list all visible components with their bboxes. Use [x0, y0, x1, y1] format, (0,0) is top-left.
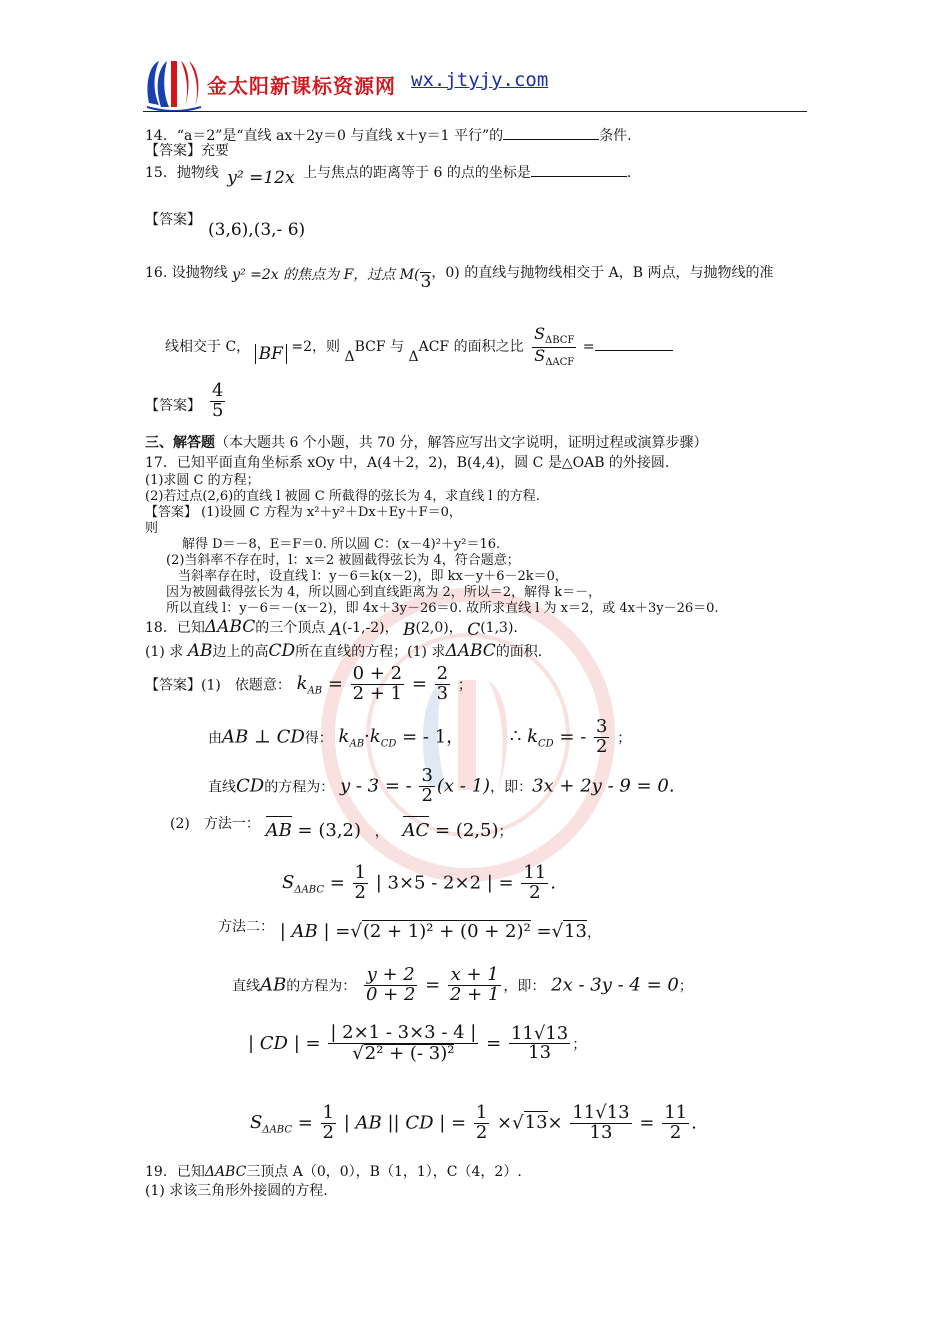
q18-s2-eq2: = [639, 1112, 655, 1134]
q18-s2-half1-den: 2 [322, 1121, 334, 1143]
q14-answer: 【答案】充要 [145, 143, 229, 159]
q18-s1-eq: = [329, 872, 345, 894]
q18-ab-f2-num: x + 1 [450, 964, 499, 985]
q16-equation: y² =2x 的焦点为 F，过点 M( [232, 267, 420, 283]
q18-m2-eq2: = [536, 921, 552, 942]
q18-l3-c: ，即： [490, 779, 533, 796]
q19-stem-b: 三顶点 A（0，0），B（1，1），C（4，2）. [246, 1164, 522, 1180]
q17-answer-1: 【答案】 (1)设圆 C 方程为 x²＋y²＋Dx＋Ey＋F＝0， [145, 505, 462, 520]
q18-q-d: 的面积. [495, 644, 543, 660]
q18-frac1-den: 2 + 1 [352, 682, 403, 704]
q18-kab-sub: AB [307, 685, 323, 697]
q18-semi2: ； [617, 730, 632, 747]
q18-s1-sub: ΔABC [294, 884, 324, 896]
q18-vec-ab [266, 820, 292, 841]
q18-frac2-den: 3 [436, 682, 449, 704]
q17-answer-6: 因为被圆截得弦长为 4，所以圆心到直线距离为 2，所以＝2，解得 k＝－， [166, 585, 602, 600]
q18-l3-eq-c: 3x + 2y - 9 = 0 [532, 775, 669, 797]
q18-l2-kab [338, 726, 397, 750]
q18-vec-ac [403, 820, 430, 841]
q18-l2-dot: ·k [364, 726, 381, 748]
q16-eq-sign: = [582, 339, 595, 356]
q18-s1-res-den: 2 [521, 883, 548, 903]
q16-ratio-num-s: S [534, 324, 546, 343]
q15-tail: . [626, 165, 632, 181]
q18-frac2 [435, 665, 450, 704]
q15-text: 上与焦点的距离等于 6 的点的坐标是 [303, 165, 531, 181]
q16-line2 [165, 326, 673, 368]
q18-frac1-num: 0 + 2 [352, 663, 403, 684]
q18-m2-eq: | AB | = [279, 921, 351, 942]
q18-ab-f2-den: 2 + 1 [449, 983, 500, 1005]
section3-desc: （本大题共 6 个小题，共 70 分，解答应写出文字说明，证明过程或演算步骤） [215, 435, 708, 451]
q18-l2-kab-sub: AB [349, 738, 365, 750]
q18-s1-res [521, 864, 548, 903]
q16-ratio [532, 326, 576, 368]
q17-answer-2: 则 [145, 521, 159, 536]
q16-line2-a: 线相交于 C， [165, 339, 251, 356]
q18-kab [296, 673, 323, 697]
page-header [143, 55, 808, 115]
q19-stem-a: 19．已知 [145, 1164, 205, 1180]
q18-frac1 [351, 665, 404, 704]
q18-s2 [250, 1104, 697, 1143]
q18-ab-f1-num: y + 2 [366, 964, 415, 985]
q18-q-b: 边上的高 [212, 644, 269, 660]
site-logo-icon [143, 55, 205, 113]
q18-ab-line-b: 的方程为： [286, 978, 357, 995]
q16-answer-den: 5 [212, 399, 224, 421]
q18-cd-eq: = [486, 1032, 502, 1054]
q18-kcd-frac [594, 718, 609, 757]
q16-tri2: Δ [408, 349, 419, 366]
q16-ratio-num-sub: ΔBCF [545, 335, 575, 347]
q18-question [145, 642, 542, 661]
q16-line2-d: ACF 的面积之比 [418, 339, 524, 356]
q18-cd-res [509, 1022, 570, 1064]
q18-s2-res [662, 1104, 689, 1143]
q18-s2-frac-den: 13 [570, 1123, 631, 1143]
q17-answer-5: 当斜率存在时，设直线 l：y－6＝k(x－2)，即 kx－y＋6－2k＝0， [178, 569, 568, 584]
q18-cd-res-den: 13 [509, 1043, 570, 1063]
q18-tri: ΔABC [204, 617, 256, 637]
q18-s1-half [353, 864, 368, 903]
q19-tri: ΔABC [204, 1164, 247, 1180]
q18-ab-line-ab: AB [260, 974, 287, 996]
q18-method1 [170, 816, 513, 841]
q18-kab-k: k [296, 673, 308, 695]
q14-tail: 条件. [599, 128, 632, 144]
q18-s2-frac [570, 1104, 631, 1143]
q18-method2 [218, 920, 601, 942]
site-name: 金太阳新课标资源网 [207, 74, 396, 98]
q18-vec-ab-val: = (3,2) [297, 820, 362, 841]
q18-frac2-num: 2 [436, 663, 449, 684]
q16-ratio-den-s: S [534, 345, 546, 365]
q18-cd-res-num: 11√13 [510, 1022, 569, 1044]
q18-s1 [282, 864, 556, 903]
q18-stem-b: 的三个顶点 [255, 620, 326, 636]
q18-s1-half-den: 2 [354, 881, 366, 903]
q18-vec-ab-arrow-icon [266, 816, 292, 817]
q18-vec-ac-text: AC [402, 820, 430, 841]
q18-s2-sub: ΔABC [262, 1124, 292, 1136]
q17-answer-7: 所以直线 l：y－6＝－(x－2)，即 4x＋3y－26＝0. 故所求直线 l 为 x＝2，或 4x＋3y－26＝0. [166, 601, 719, 616]
q18-l2-kab-k: k [338, 726, 350, 748]
q18-kcd-sub: CD [538, 738, 554, 750]
q18-cd-frac [328, 1024, 478, 1064]
q18-kcd-k: k [527, 726, 538, 748]
q18-s2-half2-num: 1 [475, 1102, 488, 1123]
q15-answer-blank [531, 162, 627, 177]
q18-s2-half2-den: 2 [475, 1121, 488, 1143]
q18-stem [145, 617, 528, 640]
q18-answer-line2 [208, 718, 631, 757]
q18-l3-cd: CD [236, 775, 265, 797]
q18-therefore: ∴ [509, 726, 522, 748]
q16-answer-num: 4 [212, 380, 224, 401]
q15-lead: 15．抛物线 [145, 165, 219, 181]
q18-answer-line3 [208, 767, 675, 806]
q14-text: 14．“a＝2”是“直线 ax＋2y＝0 与直线 x＋y＝1 平行”的 [145, 128, 504, 144]
q18-ab-line-c: ，即： [503, 978, 546, 995]
q18-m2-sqrt2-sign: √ [551, 921, 564, 942]
q18-m2-sqrt-sign: √ [350, 921, 362, 942]
q15-answer: (3,6),(3,- 6) [208, 220, 306, 240]
q18-s2-half1 [321, 1104, 336, 1143]
q18-m2-end: ， [586, 925, 601, 941]
q18-cd-end: ； [572, 1036, 587, 1053]
q18-l3-b: 的方程为： [264, 779, 335, 796]
q18-cd-length [248, 1024, 586, 1064]
q18-kcd-eq: = - [559, 726, 587, 748]
q18-ab-line-end: ； [678, 978, 693, 995]
q18-l2-perp: AB ⊥ CD [222, 726, 305, 748]
q18-m1-semi: ； [498, 824, 513, 840]
q18-q-ab: AB [187, 641, 213, 661]
q18-s2-end: . [691, 1112, 697, 1134]
q18-cd-den-sqrt: 2² + (- 3)² [364, 1042, 455, 1064]
q15-answer-label: 【答案】 [145, 212, 201, 228]
q18-ab-line [232, 966, 693, 1005]
q18-m1-comma: ， [374, 824, 389, 840]
q18-ans-label: 【答案】(1) 依题意： [145, 677, 291, 694]
q18-cd-den: √2² + (- 3)² [328, 1043, 478, 1064]
q17-answer-3: 解得 D＝－8，E＝F＝0. 所以圆 C：(x－4)²＋y²＝16. [182, 537, 501, 552]
q16-line1 [145, 262, 774, 292]
q14-answer-blank [503, 125, 599, 140]
q18-q-c: 所在直线的方程；(1) 求 [295, 644, 446, 660]
q18-l2-a: 由 [208, 730, 222, 747]
q18-s2-eq: = [297, 1112, 313, 1134]
q18-b: B [403, 620, 416, 640]
q18-l3-den: 2 [421, 784, 433, 806]
q18-eq2: = [411, 673, 427, 695]
q16-answer-blank [595, 336, 673, 351]
header-divider [143, 111, 807, 112]
q18-kcd-den: 2 [596, 735, 608, 757]
q16-line2-b: =2，则 [291, 339, 341, 356]
q18-kcd-num: 3 [596, 716, 608, 737]
q18-ab-eq: = [425, 974, 441, 996]
section3-heading [145, 434, 708, 452]
q16-line2-c: BCF 与 [354, 339, 405, 356]
q18-l3-num: 3 [421, 765, 433, 786]
section3-title: 三、解答题 [145, 435, 215, 451]
q16-answer-label: 【答案】 [145, 398, 201, 414]
q17-stem: 17．已知平面直角坐标系 xOy 中，A(4＋2，2)，B(4,4)，圆 C 是△OAB 的外接圆. [145, 455, 670, 471]
q18-s2-res-den: 2 [662, 1123, 689, 1143]
q16-text-a: 16. 设抛物线 [145, 265, 228, 281]
q18-ab-line-a: 直线 [232, 978, 260, 995]
q16-tri1: Δ [344, 349, 355, 366]
q18-semi1: ； [457, 677, 472, 694]
q18-ab-f1-den: 0 + 2 [365, 983, 416, 1005]
q18-ab-f2 [448, 966, 501, 1005]
q18-stem-a: 18．已知 [145, 620, 205, 636]
q18-m2-sqrt: (2 + 1)² + (0 + 2)² [362, 921, 531, 942]
q19-stem [145, 1163, 522, 1181]
q18-m1-label: (2) 方法一： [170, 816, 260, 832]
q15-equation: y² =12x [227, 168, 295, 188]
q18-s2-sqrt: 13 [524, 1112, 548, 1134]
q15-stem [145, 162, 632, 188]
q18-s2-frac-num: 11√13 [572, 1102, 630, 1123]
q16-ratio-num [532, 326, 576, 347]
q18-m2-sqrt2: 13 [564, 921, 587, 942]
q16-bf-text: BF [258, 344, 283, 365]
q17-answer-4: (2)当斜率不存在时，l：x＝2 被圆截得弦长为 4，符合题意； [166, 553, 520, 568]
q18-s1-mid: | 3×5 - 2×2 | = [375, 872, 514, 894]
q18-q-a: (1) 求 [145, 644, 184, 660]
q18-l3-end: . [668, 775, 675, 797]
q16-sqrt3: 3 [420, 272, 432, 292]
q18-s1-s: S [282, 872, 295, 894]
q18-kcd [527, 726, 554, 750]
q18-s1-res-num: 11 [523, 862, 547, 883]
q18-a-coord: (-1,-2)， [341, 620, 399, 636]
q18-l2-b: 得： [304, 730, 333, 747]
site-url-link[interactable]: wx.jtyjy.com [411, 69, 549, 91]
q18-s2-s: S [250, 1112, 263, 1134]
q18-q-cd: CD [268, 641, 296, 661]
q18-l3-a: 直线 [208, 779, 236, 796]
q18-c-coord: (1,3)． [480, 620, 528, 636]
q17-part1: (1)求圆 C 的方程； [145, 473, 260, 488]
q19-part1: (1) 求该三角形外接圆的方程. [145, 1183, 328, 1199]
q18-s1-half-num: 1 [354, 862, 366, 883]
q18-answer-line1 [145, 665, 472, 704]
q18-s1-end: . [550, 872, 556, 894]
q18-s2-res-num: 11 [664, 1102, 688, 1123]
q16-ratio-den-sub: ΔACF [545, 356, 575, 368]
q16-answer [208, 382, 227, 421]
q18-s2-sqrt-sign: √ [512, 1112, 524, 1134]
q18-l2-kcd-sub: CD [380, 738, 397, 750]
q17-part2: (2)若过点(2,6)的直线 l 被圆 C 所截得的弦长为 4，求直线 l 的方程. [145, 489, 540, 504]
q18-s2-times2: × [547, 1112, 563, 1134]
q18-vec-ac-arrow-icon [403, 816, 430, 817]
q18-cd-num: | 2×1 - 3×3 - 4 | [330, 1022, 477, 1043]
q18-b-coord: (2,0)， [415, 620, 463, 636]
q18-ab-f1 [364, 966, 417, 1005]
q16-text-b: ，0) 的直线与抛物线相交于 A，B 两点，与抛物线的准 [431, 265, 774, 281]
q18-q-tri: ΔABC [445, 641, 496, 661]
q18-vec-ac-val: = (2,5) [435, 820, 499, 841]
q18-l3-frac [419, 767, 434, 806]
q18-l2-val: = - 1， [402, 726, 465, 748]
q18-ab-line-eq: 2x - 3y - 4 = 0 [551, 974, 679, 996]
q18-a: A [329, 620, 342, 640]
q18-s2-half2 [474, 1104, 489, 1143]
q18-s2-half1-num: 1 [322, 1102, 334, 1123]
q18-s2-times1: × [497, 1112, 513, 1134]
q18-s2-lhs [250, 1112, 292, 1136]
q16-bf [255, 344, 287, 364]
q18-vec-ab-text: AB [265, 820, 292, 841]
q18-c: C [467, 620, 481, 640]
q18-m2-label: 方法二： [218, 919, 274, 935]
q18-l3-eq-b: (x - 1) [436, 775, 491, 797]
q18-l3-eq-a: y - 3 = - [339, 775, 412, 797]
q18-s1-lhs [282, 872, 324, 896]
q16-ratio-den [532, 347, 576, 369]
q18-s2-mid: | AB || CD | = [343, 1112, 467, 1134]
q16-answer-frac [210, 382, 225, 421]
q18-cd-lhs: | CD | = [248, 1032, 321, 1054]
q18-eq1: = [327, 673, 343, 695]
